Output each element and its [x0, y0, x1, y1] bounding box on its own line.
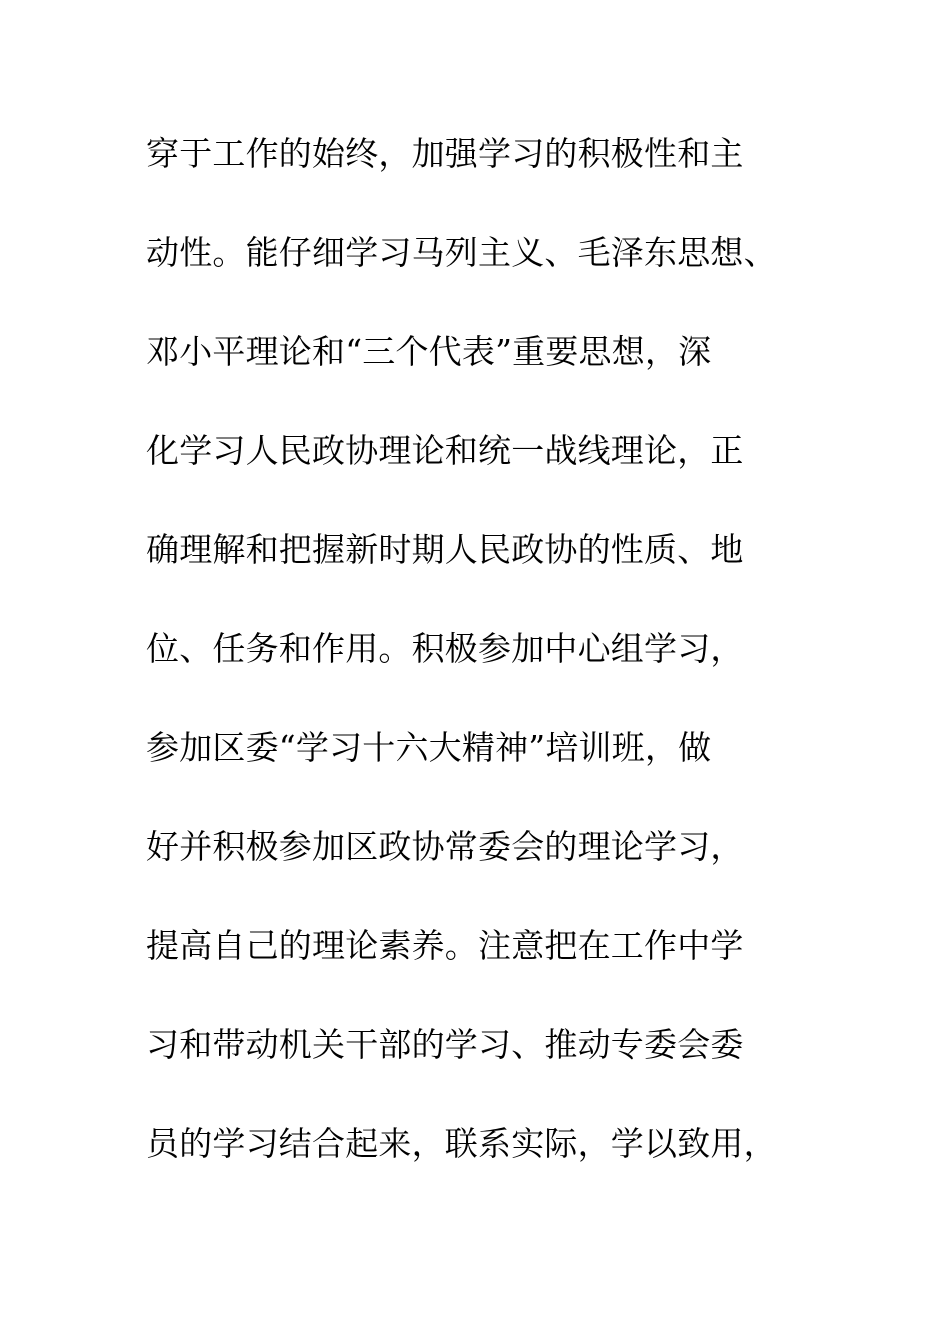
text-line: 确理解和把握新时期人民政协的性质、地 — [146, 530, 744, 569]
text-line: 穿于工作的始终，加强学习的积极性和主 — [146, 134, 744, 173]
body-text — [146, 126, 826, 1215]
text-line: 动性。能仔细学习马列主义、毛泽东思想、 — [146, 233, 777, 272]
text-line: 员的学习结合起来，联系实际，学以致用， — [146, 1124, 777, 1163]
text-line: 化学习人民政协理论和统一战线理论，正 — [146, 431, 744, 470]
text-line: 位、任务和作用。积极参加中心组学习， — [146, 629, 744, 668]
text-line: 提高自己的理论素养。注意把在工作中学 — [146, 926, 744, 965]
text-line: 习和带动机关干部的学习、推动专委会委 — [146, 1025, 744, 1064]
text-line: 参加区委“学习十六大精神”培训班，做 — [146, 728, 712, 767]
text-line: 好并积极参加区政协常委会的理论学习， — [146, 827, 744, 866]
text-line: 邓小平理论和“三个代表”重要思想，深 — [146, 332, 712, 371]
